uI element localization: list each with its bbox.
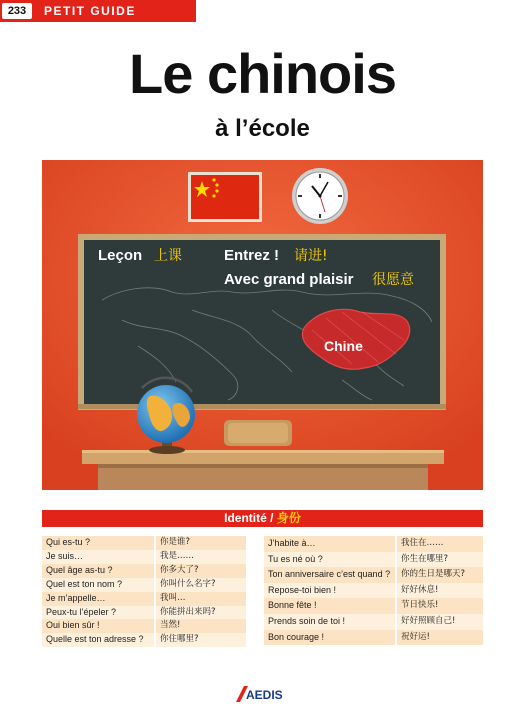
vocab-row	[42, 578, 246, 592]
vocab-chinese: 我是……	[156, 550, 246, 564]
vocab-row	[264, 583, 483, 599]
section-title-fr: Identité /	[224, 511, 274, 525]
vocab-french: J’habite à…	[264, 536, 395, 552]
page-subtitle: à l’école	[215, 115, 310, 142]
desk	[82, 450, 444, 490]
vocab-row	[42, 550, 246, 564]
vocab-french: Ton anniversaire c’est quand ?	[264, 567, 395, 583]
series-name: PETIT GUIDE	[44, 4, 136, 18]
board-text-lesson-zh: 上课	[154, 248, 182, 264]
vocab-chinese: 当然!	[156, 619, 246, 633]
header-bar	[0, 0, 196, 22]
vocab-chinese: 我住在……	[397, 536, 483, 552]
vocab-table-right	[264, 536, 483, 645]
vocab-row	[264, 630, 483, 646]
chair	[224, 420, 292, 446]
vocab-chinese: 你多大了?	[156, 564, 246, 578]
vocab-chinese: 你叫什么名字?	[156, 578, 246, 592]
vocab-chinese: 祝好运!	[397, 630, 483, 646]
board-text-pleasure-zh: 很愿意	[372, 272, 414, 288]
vocab-row	[264, 614, 483, 630]
vocab-chinese: 你生在哪里?	[397, 552, 483, 568]
board-text-pleasure: Avec grand plaisir	[224, 271, 354, 288]
vocab-french: Quel âge as-tu ?	[42, 564, 154, 578]
page-title: Le chinois	[129, 42, 396, 105]
vocab-french: Prends soin de toi !	[264, 614, 395, 630]
vocab-french: Je suis…	[42, 550, 154, 564]
cover-illustration	[42, 160, 483, 490]
vocab-row	[42, 633, 246, 647]
vocab-french: Qui es-tu ?	[42, 536, 154, 550]
section-header	[42, 510, 483, 527]
vocab-row	[42, 536, 246, 550]
vocab-french: Tu es né où ?	[264, 552, 395, 568]
board-text-enter: Entrez !	[224, 247, 280, 264]
publisher-logo	[230, 682, 296, 706]
vocab-chinese: 你是谁?	[156, 536, 246, 550]
section-title-zh: 身份	[276, 511, 301, 525]
chalkboard	[78, 234, 446, 410]
publisher-name: AEDIS	[246, 688, 283, 702]
board-text-enter-zh: 请进!	[294, 248, 328, 264]
vocab-row	[42, 592, 246, 606]
vocab-row	[42, 619, 246, 633]
vocab-chinese: 好好休息!	[397, 583, 483, 599]
vocab-french: Quelle est ton adresse ?	[42, 633, 154, 647]
vocab-row	[264, 536, 483, 552]
vocab-french: Bon courage !	[264, 630, 395, 646]
vocab-row	[42, 606, 246, 620]
vocab-chinese: 节日快乐!	[397, 598, 483, 614]
vocab-french: Oui bien sûr !	[42, 619, 154, 633]
vocab-chinese: 你能拼出来吗?	[156, 606, 246, 620]
guide-number-badge: 233	[2, 3, 32, 19]
board-text-lesson: Leçon	[98, 247, 143, 264]
vocab-chinese: 你住哪里?	[156, 633, 246, 647]
vocab-chinese: 你的生日是哪天?	[397, 567, 483, 583]
vocab-row	[264, 567, 483, 583]
vocab-french: Quel est ton nom ?	[42, 578, 154, 592]
vocab-french: Bonne fête !	[264, 598, 395, 614]
vocab-french: Repose-toi bien !	[264, 583, 395, 599]
vocab-french: Je m’appelle…	[42, 592, 154, 606]
vocab-row	[264, 598, 483, 614]
vocab-french: Peux-tu l’épeler ?	[42, 606, 154, 620]
vocab-row	[42, 564, 246, 578]
vocab-chinese: 好好照顾自己!	[397, 614, 483, 630]
map-label: Chine	[324, 338, 363, 354]
china-flag-icon	[188, 172, 262, 222]
vocab-chinese: 我叫…	[156, 592, 246, 606]
clock-icon	[292, 168, 348, 224]
vocab-table-left	[42, 536, 246, 647]
vocab-row	[264, 552, 483, 568]
